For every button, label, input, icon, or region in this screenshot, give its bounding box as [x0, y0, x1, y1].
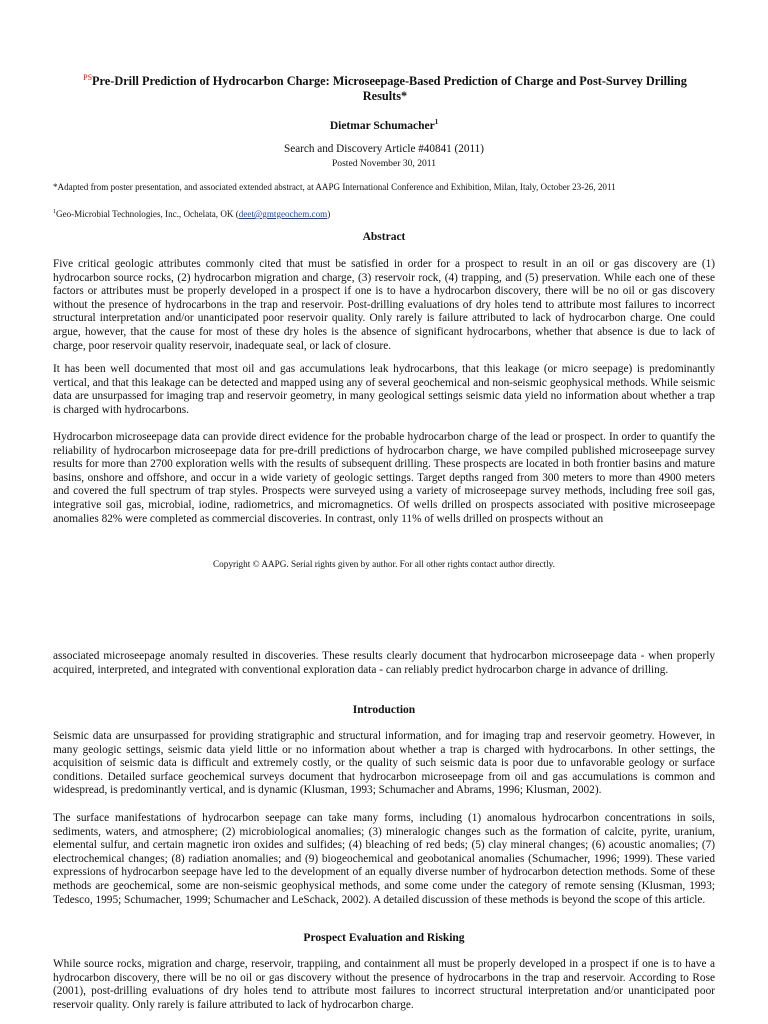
author-email-link[interactable]: deet@gmtgeochem.com — [238, 209, 328, 220]
paragraph-text: Hydrocarbon microseepage data can provide direct evidence for the probable hydrocarbon charge of the lead or prospect. In order to quantify the reliability of hydrocarbon microseepage data for pre-drill predictions of hydrocarbon charge, we have compiled published microseepage survey results for more than 2700 exploration wells with the results of subsequent drilling. These prospects are located in both frontier basins and mature basins, onshore and offshore, and occur in a wide variety of geologic settings. Target depths ranged from 300 meters to more than 4900 meters and covered the full spectrum of trap styles. Prospects were surveyed using a variety of microseepage survey methods, including free soil gas, integrative soil gas, microbial, iodine, radiometrics, and micromagnetics. Of wells drilled on prospects associated with positive microseepage anomalies 82% were completed as commercial discoveries. In contrast, only 11% of wells drilled on prospects without an — [53, 431, 715, 525]
affiliation-text: Geo-Microbial Technologies, Inc., Ochelata, OK ( — [56, 209, 239, 220]
author-name — [0, 116, 768, 133]
copyright-notice: Copyright © AAPG. Serial rights given by author. For all other rights contact author directly. — [213, 559, 555, 569]
adapted-footnote: *Adapted from poster presentation, and associated extended abstract, at AAPG International Conference and Exhibition, Milan, Italy, October 23-26, 2011 — [53, 182, 616, 192]
title-text: Pre-Drill Prediction of Hydrocarbon Charge: Microseepage-Based Prediction of Charge and Post-Survey Drilling Results* — [92, 74, 687, 103]
affiliation-close: ) — [327, 209, 331, 220]
article-number: Search and Discovery Article #40841 (2011) — [284, 143, 484, 155]
posted-date: Posted November 30, 2011 — [331, 158, 437, 169]
paragraph-text: Seismic data are unsurpassed for providing stratigraphic and structural information, and for imaging trap and reservoir geometry. However, in many geologic settings, seismic data yield little or no information about whether a trap is charged with hydrocarbons. In other settings, the acquisition of seismic data is difficult and extremely costly, or the quality of such seismic data is poor due to unfavorable geology or surface conditions. Detailed surface geochemical surveys document that hydrocarbon microseepage from oil and gas accumulations is common and widespread, is predominantly vertical, and is dynamic (Klusman, 1993; Schumacher and Abrams, 1996; Klusman, 2002). — [53, 730, 715, 797]
affiliation-footnote — [53, 207, 330, 220]
abstract-paragraph-2 — [53, 363, 715, 417]
prospect-paragraph-1 — [53, 958, 715, 1012]
paragraph-text: It has been well documented that most oil and gas accumulations leak hydrocarbons, that this leakage (or micro seepage) is predominantly vertical, and that this leakage can be detected and mapped using any of several geochemical and non-seismic geophysical methods. While seismic data are unsurpassed for imaging trap and reservoir geometry, in many geological settings seismic data yield no information about whether a trap is charged with hydrocarbons. — [53, 363, 715, 416]
abstract-heading: Abstract — [362, 231, 406, 243]
author-affiliation-mark: 1 — [434, 118, 439, 126]
abstract-paragraph-3-continued — [53, 650, 715, 677]
affiliation-mark: 1 — [53, 209, 56, 215]
paragraph-text: While source rocks, migration and charge, reservoir, trappiing, and containment all must be properly developed in a prospect if one is to have a hydrocarbon discovery, there will be no oil or gas discovery without the presence of hydrocarbons in the trap and reservoir. According to Rose (2001), post-drilling evaluations of dry holes tend to attribute most failures to incorrect structural interpretation and/or unanticipated poor reservoir quality. Only rarely is failure attributed to lack of hydrocarbon charge. — [53, 958, 715, 1011]
abstract-paragraph-3 — [53, 431, 715, 526]
introduction-paragraph-2 — [53, 812, 715, 907]
abstract-paragraph-1 — [53, 258, 715, 353]
introduction-paragraph-1 — [53, 730, 715, 798]
ps-mark: PS — [83, 72, 93, 82]
paragraph-text: associated microseepage anomaly resulted in discoveries. These results clearly document that hydrocarbon microseepage data - when properly acquired, interpreted, and integrated with conventional exploration data - can reliably predict hydrocarbon charge in advance of drilling. — [53, 650, 715, 676]
paragraph-text: Five critical geologic attributes commonly cited that must be satisfied in order for a prospect to result in an oil or gas discovery are (1) hydrocarbon source rocks, (2) hydrocarbon migration and charge, (3) reservoir rock, (4) trapping, and (5) preservation. While each one of these factors or attributes must be properly developed in a prospect if one is to have a hydrocarbon discovery, there will be no oil or gas discovery without the presence of hydrocarbons in the trap and reservoir. Post-drilling evaluations of dry holes tend to attribute most failures to incorrect structural interpretation and/or unanticipated poor reservoir quality. Only rarely is failure attributed to lack of hydrocarbon charge. One could argue, however, that the cause for most of these dry holes is the absence of significant hydrocarbons, whether that absence is due to lack of charge, poor reservoir quality reservoir, inadequate seal, or lack of closure. — [53, 258, 715, 352]
introduction-heading: Introduction — [352, 704, 416, 716]
paragraph-text: The surface manifestations of hydrocarbon seepage can take many forms, including (1) anomalous hydrocarbon concentrations in soils, sediments, waters, and atmosphere; (2) microbiological anomalies; (3) mineralogic changes such as the formation of calcite, pyrite, uranium, elemental sulfur, and certain magnetic iron oxides and sulfides; (4) bleaching of red beds; (5) clay mineral changes; (6) acoustic anomalies; (7) electrochemical changes; (8) radiation anomalies; and (9) biogeochemical and geobotanical anomalies (Schumacher, 1996; 1999). These varied expressions of hydrocarbon seepage have led to the development of an equally diverse number of hydrocarbon detection methods. Some of these methods are geochemical, some are non-seismic geophysical methods, and some come under the category of remote sensing (Klusman, 1993; Tedesco, 1995; Schumacher, 1999; Schumacher and LeSchack, 2002). A detailed discussion of these methods is beyond the scope of this article. — [53, 812, 715, 906]
author-text: Dietmar Schumacher — [329, 119, 435, 132]
prospect-evaluation-heading: Prospect Evaluation and Risking — [303, 932, 465, 944]
paper-title — [60, 74, 710, 103]
